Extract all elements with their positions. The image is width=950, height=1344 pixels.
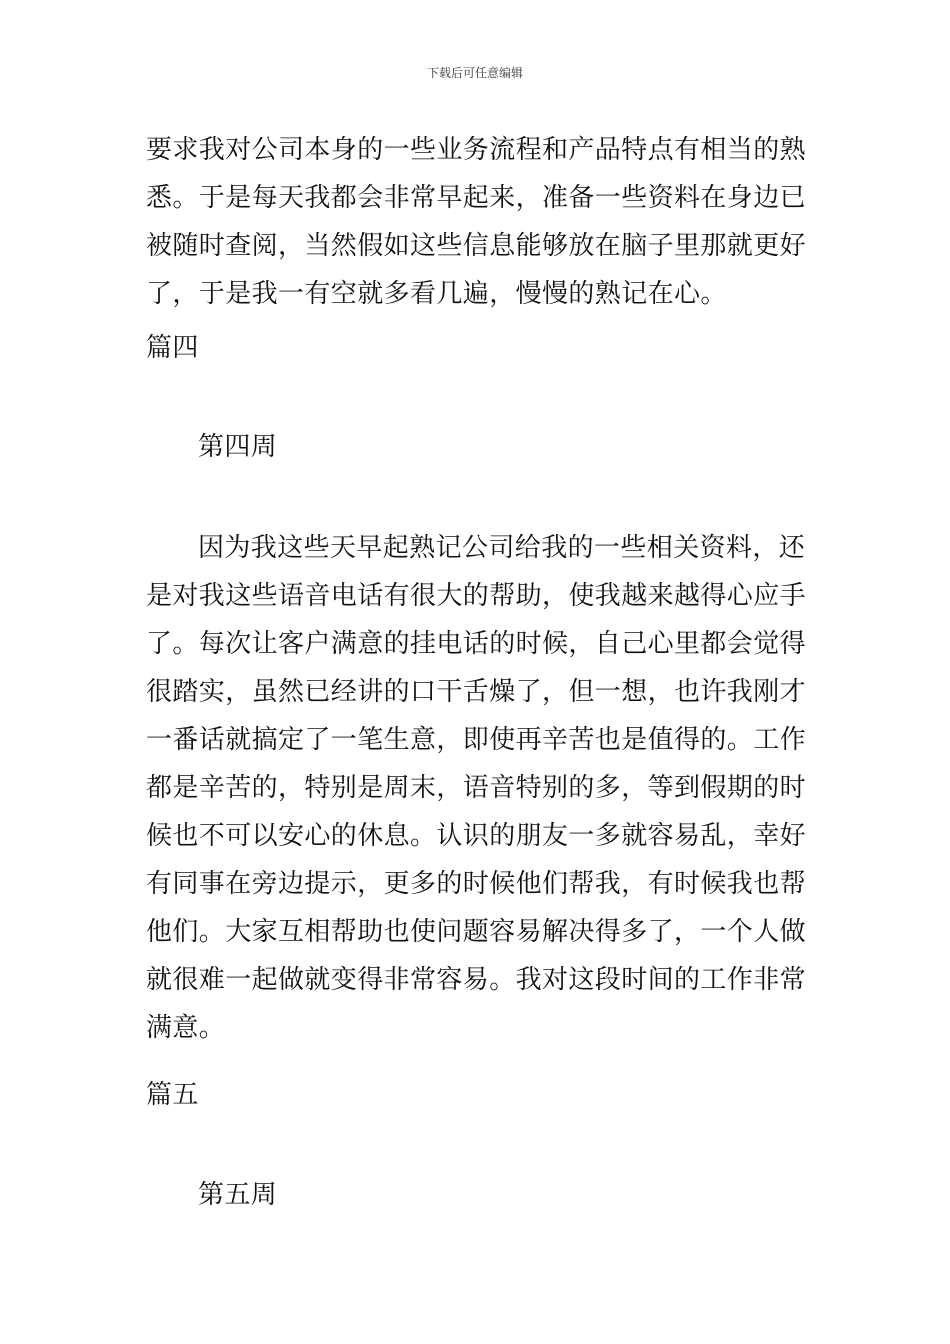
paragraph-line: 了。每次让客户满意的挂电话的时候，自己心里都会觉得: [146, 629, 807, 659]
week-heading-5: 第五周: [198, 1180, 278, 1210]
paragraph-line: 要求我对公司本身的一些业务流程和产品特点有相当的熟: [146, 135, 807, 165]
paragraph-line: 了，于是我一有空就多看几遍，慢慢的熟记在心。: [146, 279, 727, 309]
paragraph-line: 是对我这些语音电话有很大的帮助，使我越来越得心应手: [146, 581, 807, 611]
paragraph-line: 很踏实，虽然已经讲的口干舌燥了，但一想，也许我刚才: [146, 677, 807, 707]
paragraph-line: 都是辛苦的，特别是周末，语音特别的多，等到假期的时: [146, 773, 807, 803]
paragraph-line: 因为我这些天早起熟记公司给我的一些相关资料，还: [198, 533, 806, 563]
paragraph-line: 他们。大家互相帮助也使问题容易解决得多了，一个人做: [146, 917, 807, 947]
section-title-5: 篇五: [146, 1080, 199, 1110]
paragraph-line: 就很难一起做就变得非常容易。我对这段时间的工作非常: [146, 965, 807, 995]
paragraph-line: 有同事在旁边提示，更多的时候他们帮我，有时候我也帮: [146, 869, 807, 899]
page-header: 下载后可任意编辑: [426, 66, 523, 80]
paragraph-line: 被随时查阅，当然假如这些信息能够放在脑子里那就更好: [146, 231, 807, 261]
paragraph-line: 悉。于是每天我都会非常早起来，准备一些资料在身边已: [146, 183, 807, 213]
paragraph-line: 满意。: [146, 1013, 226, 1043]
paragraph-line: 候也不可以安心的休息。认识的朋友一多就容易乱，幸好: [146, 821, 807, 851]
week-heading-4: 第四周: [198, 432, 278, 462]
paragraph-line: 一番话就搞定了一笔生意，即使再辛苦也是值得的。工作: [146, 725, 807, 755]
section-title-4: 篇四: [146, 333, 199, 363]
